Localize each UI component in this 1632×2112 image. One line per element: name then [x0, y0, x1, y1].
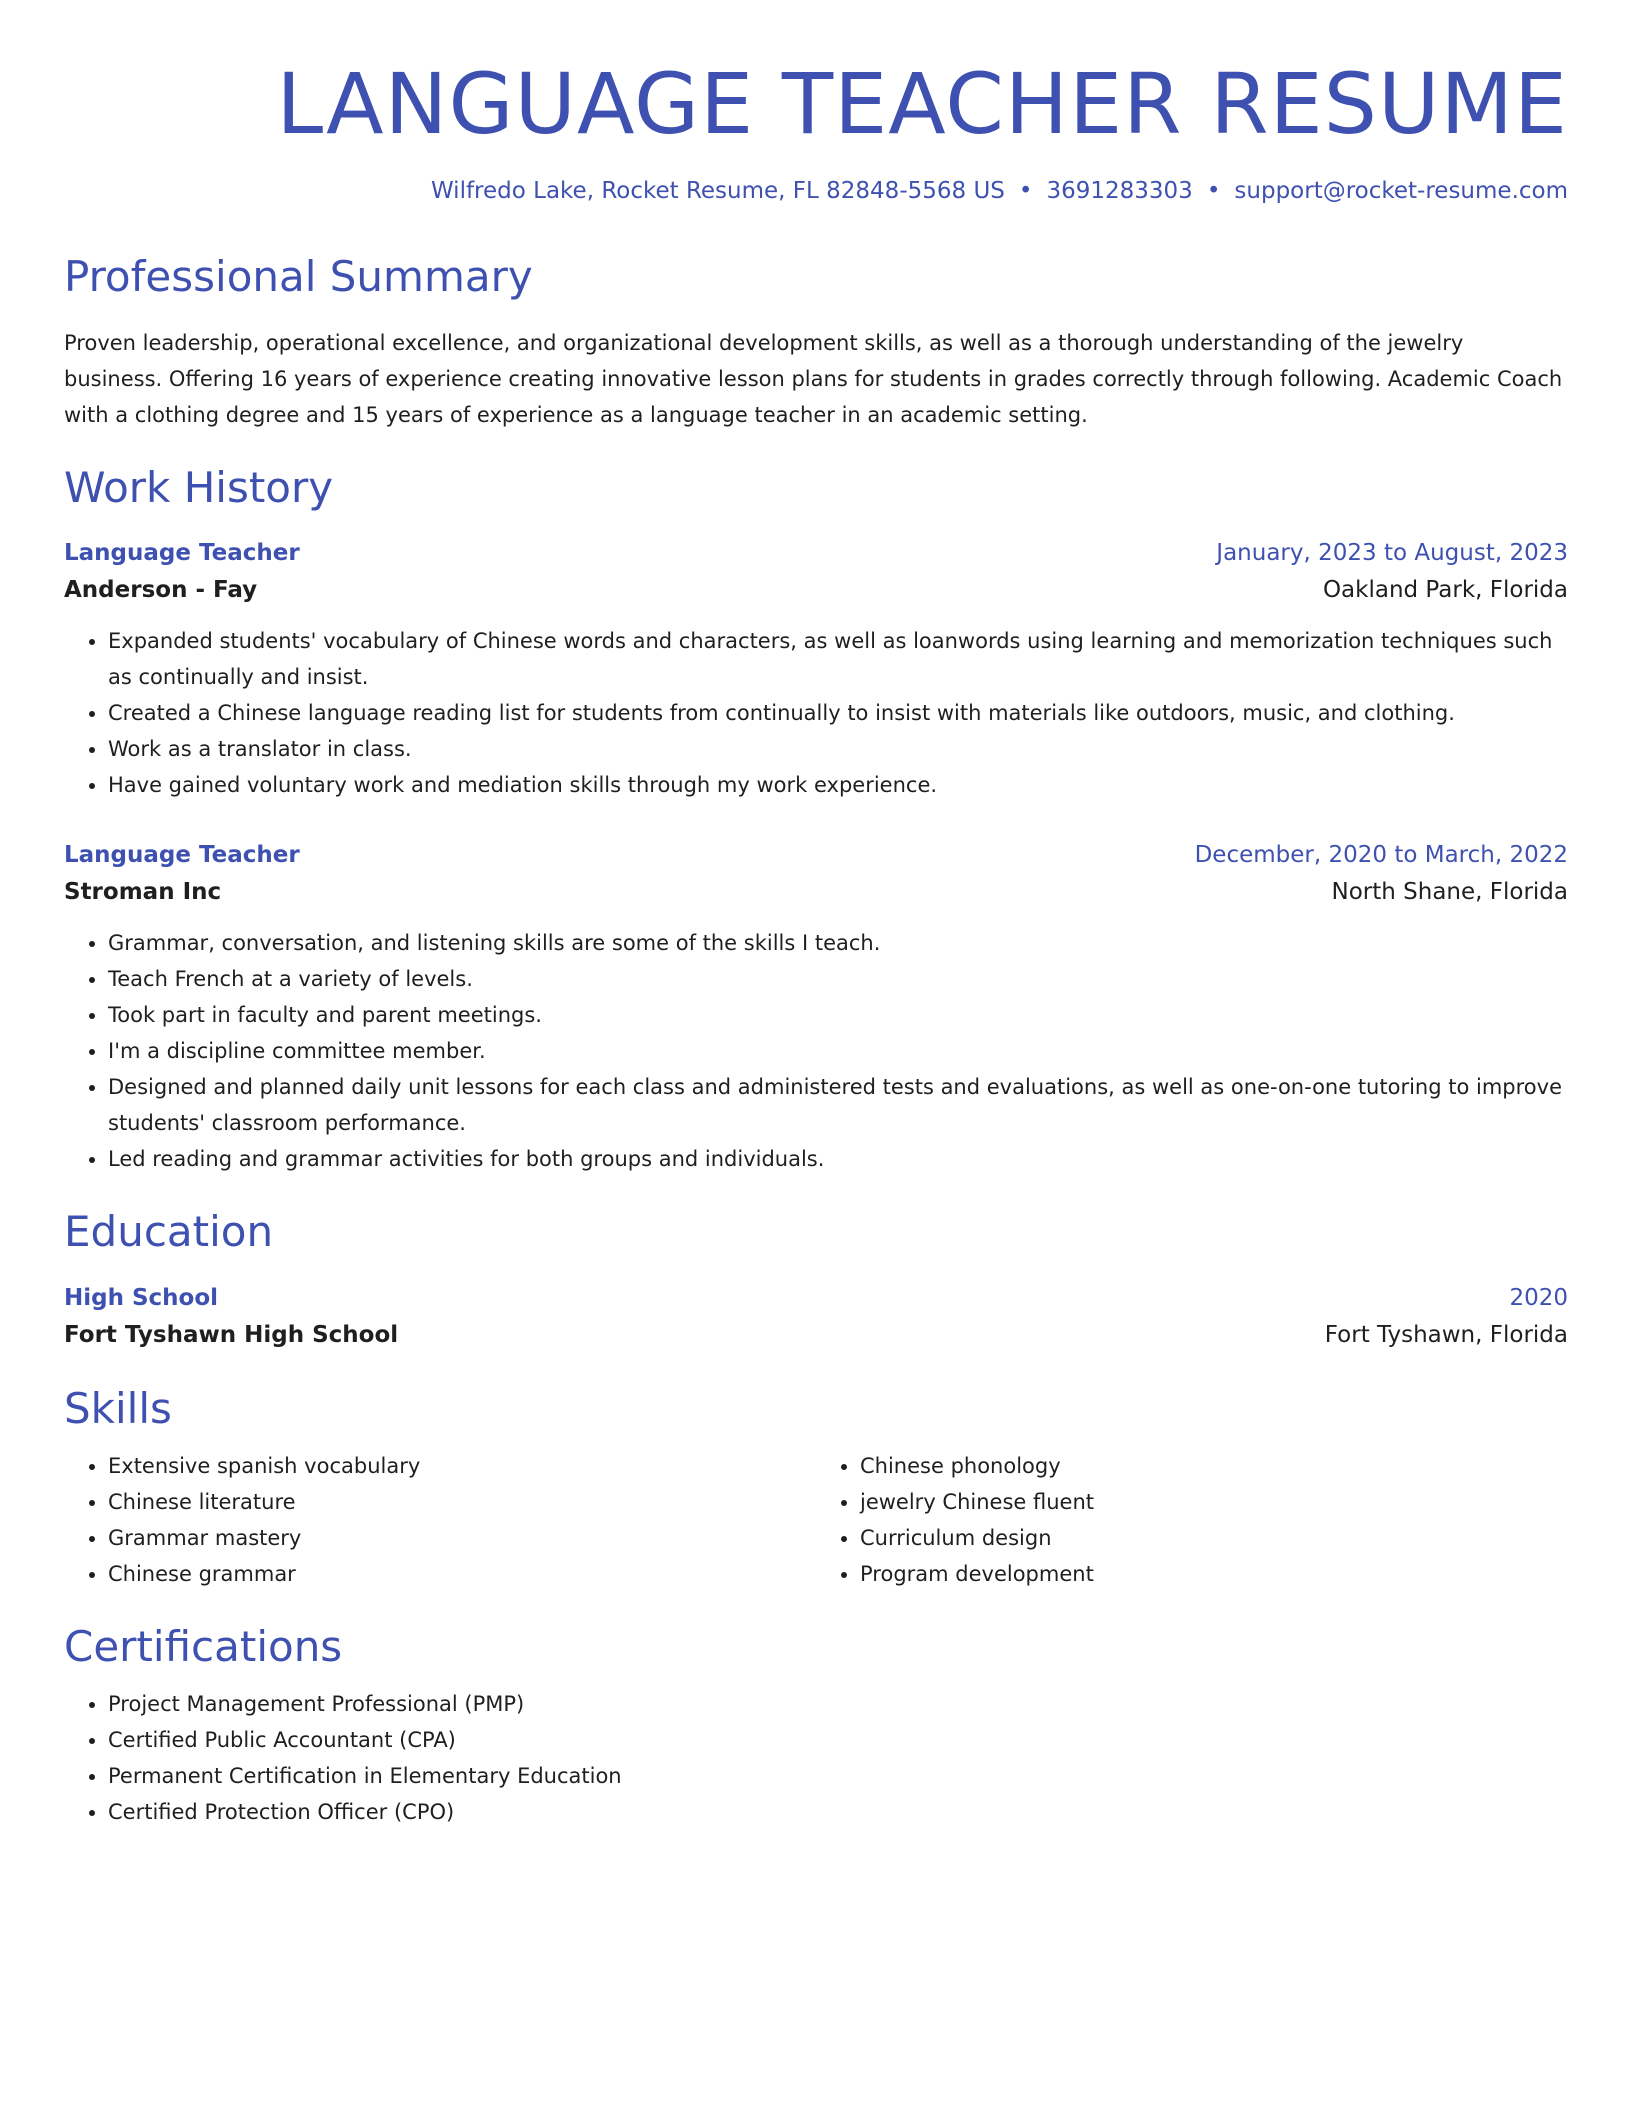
- resume-title: LANGUAGE TEACHER RESUME: [276, 55, 1568, 153]
- education-degree: High School: [64, 1284, 219, 1311]
- job-duty-item: • Led reading and grammar activities for both groups and individuals.: [108, 1141, 1568, 1177]
- education-section: [64, 1207, 1568, 1353]
- section-heading-skills: Skills: [64, 1383, 172, 1433]
- job-title: Language Teacher: [64, 540, 300, 567]
- contact-line: [64, 177, 1568, 207]
- contact-separator: •: [1018, 177, 1033, 204]
- job-company-row: [64, 571, 1568, 609]
- skills-list: [816, 1448, 1568, 1592]
- skills-list: [64, 1448, 816, 1592]
- certification-item: • Certified Public Accountant (CPA): [108, 1722, 1568, 1758]
- section-heading-certifications: Certifications: [64, 1622, 343, 1672]
- certifications-list: [64, 1686, 1568, 1830]
- contact-separator: •: [1206, 177, 1221, 204]
- job-company-row: [64, 873, 1568, 911]
- job-duty-item: • Have gained voluntary work and mediation skills through my work experience.: [108, 767, 1568, 803]
- job-duties-list: [64, 623, 1568, 803]
- skills-grid: [64, 1448, 1568, 1592]
- job-location: North Shane, Florida: [1331, 879, 1568, 906]
- summary-text: Proven leadership, operational excellence, and organizational development skills, as well as a thorough understanding of the jewelry business. Offering 16 years of experience creating innovative lesson plans for students in grades correctly through following. Academic Coach with a clothing degree and 15 years of experience as a language teacher in an academic setting.: [64, 330, 1563, 427]
- job-header-row: [64, 535, 1568, 571]
- job-entry: [64, 837, 1568, 1177]
- skill-item: • Chinese grammar: [108, 1556, 816, 1592]
- skill-item: • Extensive spanish vocabulary: [108, 1448, 816, 1484]
- skills-column-right: [816, 1448, 1568, 1592]
- job-header-row: [64, 837, 1568, 873]
- education-school: Fort Tyshawn High School: [64, 1321, 399, 1348]
- job-dates: January, 2023 to August, 2023: [1216, 540, 1568, 567]
- job-duty-item: • Created a Chinese language reading list for students from continually to insist with materials like outdoors, music, and clothing.: [108, 695, 1568, 731]
- job-dates: December, 2020 to March, 2022: [1194, 842, 1568, 869]
- certifications-section: [64, 1622, 1568, 1830]
- certification-item: • Project Management Professional (PMP): [108, 1686, 1568, 1722]
- resume-header: [64, 56, 1568, 206]
- job-company: Stroman Inc: [64, 879, 222, 906]
- job-entry: [64, 535, 1568, 803]
- education-year: 2020: [1509, 1284, 1568, 1311]
- job-duty-item: • Took part in faculty and parent meetings.: [108, 997, 1568, 1033]
- job-company: Anderson - Fay: [64, 577, 258, 604]
- contact-email: support@rocket-resume.com: [1234, 177, 1568, 204]
- skill-item: • Grammar mastery: [108, 1520, 816, 1556]
- work-history-section: [64, 463, 1568, 1177]
- contact-phone: 3691283303: [1046, 177, 1193, 204]
- education-entry: [64, 1280, 1568, 1354]
- certification-item: • Permanent Certification in Elementary Education: [108, 1758, 1568, 1794]
- job-duty-item: • Expanded students' vocabulary of Chinese words and characters, as well as loanwords using learning and memorization techniques such as continually and insist.: [108, 623, 1568, 695]
- summary-section: [64, 252, 1568, 432]
- job-duties-list: [64, 925, 1568, 1177]
- skills-section: [64, 1384, 1568, 1592]
- job-title: Language Teacher: [64, 842, 300, 869]
- contact-address: Wilfredo Lake, Rocket Resume, FL 82848-5568 US: [430, 177, 1005, 204]
- skill-item: • Chinese phonology: [860, 1448, 1568, 1484]
- job-duty-item: • I'm a discipline committee member.: [108, 1033, 1568, 1069]
- section-heading-education: Education: [64, 1207, 274, 1257]
- education-header-row: [64, 1280, 1568, 1316]
- job-duty-item: • Designed and planned daily unit lessons for each class and administered tests and evaluations, as well as one-on-one tutoring to improve students' classroom performance.: [108, 1069, 1568, 1141]
- skills-column-left: [64, 1448, 816, 1592]
- skill-item: • Chinese literature: [108, 1484, 816, 1520]
- section-heading-summary: Professional Summary: [64, 252, 533, 302]
- skill-item: • jewelry Chinese fluent: [860, 1484, 1568, 1520]
- education-school-row: [64, 1316, 1568, 1354]
- certification-item: • Certified Protection Officer (CPO): [108, 1794, 1568, 1830]
- education-location: Fort Tyshawn, Florida: [1324, 1321, 1568, 1348]
- skill-item: • Curriculum design: [860, 1520, 1568, 1556]
- job-location: Oakland Park, Florida: [1322, 577, 1568, 604]
- job-duty-item: • Work as a translator in class.: [108, 731, 1568, 767]
- skill-item: • Program development: [860, 1556, 1568, 1592]
- job-duty-item: • Teach French at a variety of levels.: [108, 961, 1568, 997]
- job-duty-item: • Grammar, conversation, and listening skills are some of the skills I teach.: [108, 925, 1568, 961]
- section-heading-work-history: Work History: [64, 462, 334, 512]
